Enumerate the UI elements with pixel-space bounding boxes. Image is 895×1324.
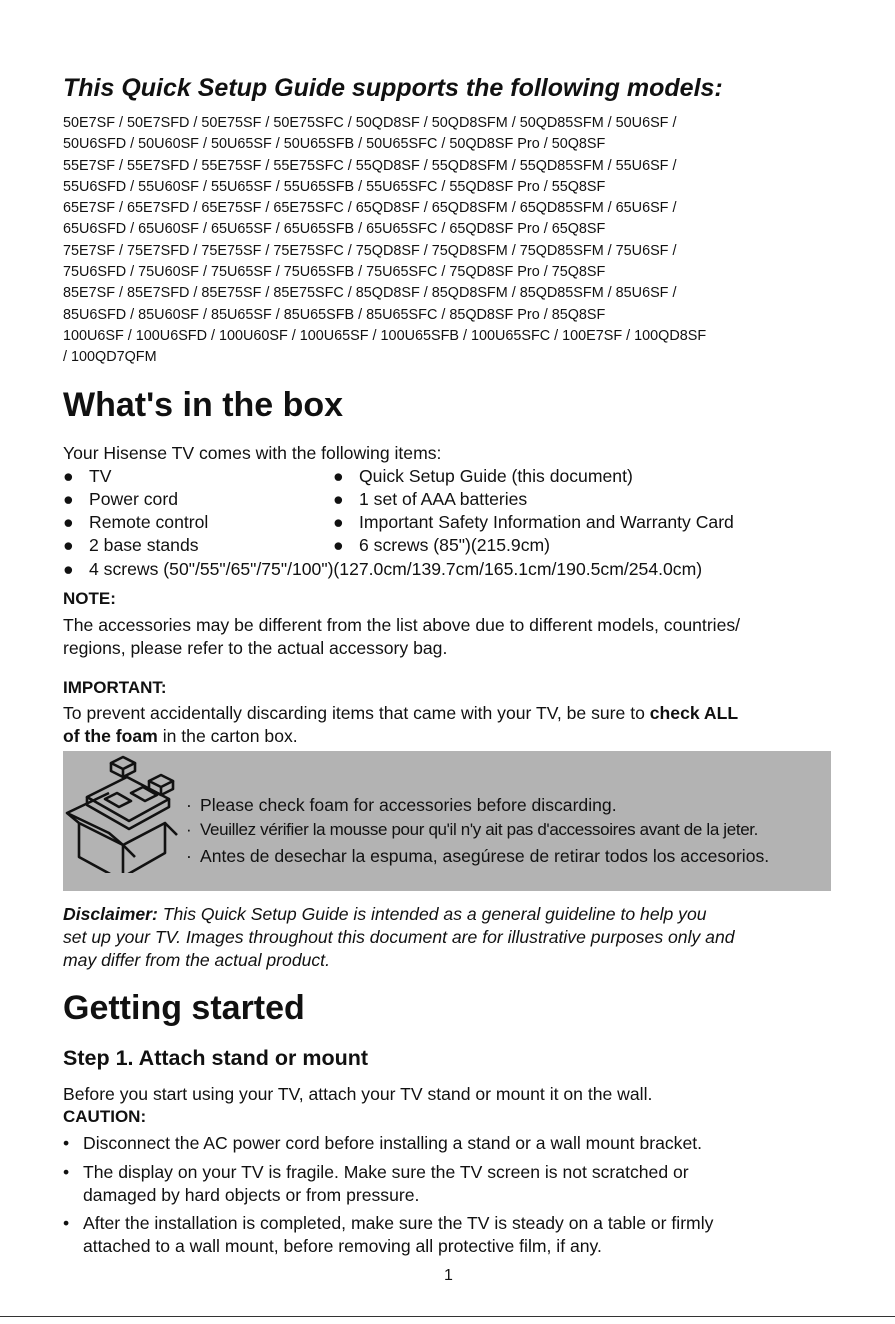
- model-line: 85U6SFD / 85U60SF / 85U65SF / 85U65SFB / 85U65SFC / 85QD8SF Pro / 85Q8SF: [63, 306, 606, 323]
- bullet-icon: ●: [63, 559, 74, 579]
- caution-item: • Disconnect the AC power cord before installing a stand or a wall mount bracket.: [63, 1133, 703, 1153]
- caution-item: • The display on your TV is fragile. Make sure the TV screen is not scratched or damaged by hard objects or from pressure.: [63, 1162, 689, 1205]
- model-line: 75U6SFD / 75U60SF / 75U65SF / 75U65SFB / 75U65SFC / 75QD8SF Pro / 75Q8SF: [63, 264, 606, 281]
- box-item: ● TV: [63, 466, 112, 486]
- model-line: 75E7SF / 75E7SFD / 75E75SF / 75E75SFC / 75QD8SF / 75QD8SFM / 75QD85SFM / 75U6SF /: [63, 242, 677, 259]
- note-label: NOTE:: [63, 589, 116, 608]
- disclaimer: Disclaimer: This Quick Setup Guide is intended as a general guideline to help you set up your TV. Images throughout this document are for illustrative purposes only and may differ from the actual product.: [63, 904, 735, 970]
- bullet-icon: ·: [186, 795, 192, 815]
- bullet-icon: ●: [333, 466, 344, 486]
- bullet-icon: •: [63, 1133, 70, 1153]
- important-text: To prevent accidentally discarding items that came with your TV, be sure to check ALL of the foam in the carton box.: [63, 703, 739, 747]
- bullet-icon: ●: [63, 535, 74, 555]
- bullet-icon: ●: [63, 489, 74, 509]
- box-item: ● Power cord: [63, 489, 178, 509]
- foam-line: · Veuillez vérifier la mousse pour qu'il n'y ait pas d'accessoires avant de la jeter.: [186, 820, 759, 839]
- bullet-icon: ●: [63, 512, 74, 532]
- note-text: The accessories may be different from the list above due to different models, countries/ regions, please refer to the actual accessory bag.: [63, 615, 741, 659]
- model-line: 65E7SF / 65E7SFD / 65E75SF / 65E75SFC / 65QD8SF / 65QD8SFM / 65QD85SFM / 65U6SF /: [63, 200, 677, 217]
- box-item: ● 4 screws (50"/55"/65"/75"/100")(127.0cm/139.7cm/165.1cm/190.5cm/254.0cm): [63, 559, 703, 579]
- foam-line: · Please check foam for accessories before discarding.: [186, 795, 617, 815]
- box-item: ● Important Safety Information and Warranty Card: [333, 512, 734, 532]
- model-line: 100U6SF / 100U6SFD / 100U60SF / 100U65SF / 100U65SFB / 100U65SFC / 100E7SF / 100QD8SF: [63, 327, 707, 344]
- box-item: ● 6 screws (85")(215.9cm): [333, 535, 551, 555]
- bullet-icon: ●: [63, 466, 74, 486]
- box-intro: Your Hisense TV comes with the following items:: [63, 443, 442, 463]
- getting-started-heading: Getting started: [63, 989, 305, 1027]
- bullet-icon: •: [63, 1162, 70, 1182]
- page-divider: [0, 1316, 895, 1317]
- step1-heading: Step 1. Attach stand or mount: [63, 1046, 368, 1070]
- model-line: 65U6SFD / 65U60SF / 65U65SF / 65U65SFB / 65U65SFC / 65QD8SF Pro / 65Q8SF: [63, 221, 606, 238]
- model-line: / 100QD7QFM: [63, 349, 157, 366]
- model-line: 50E7SF / 50E7SFD / 50E75SF / 50E75SFC / 50QD8SF / 50QD8SFM / 50QD85SFM / 50U6SF /: [63, 115, 677, 131]
- important-label: IMPORTANT:: [63, 678, 167, 697]
- caution-item: • After the installation is completed, make sure the TV is steady on a table or firmly attached to a wall mount, before removing all protective film, if any.: [63, 1213, 714, 1256]
- carton-box-with-foam-icon: [65, 753, 187, 873]
- page-number: 1: [444, 1267, 453, 1284]
- model-line: 85E7SF / 85E7SFD / 85E75SF / 85E75SFC / 85QD8SF / 85QD8SFM / 85QD85SFM / 85U6SF /: [63, 285, 677, 302]
- model-list: [63, 113, 843, 369]
- bullet-icon: ·: [186, 846, 192, 866]
- bullet-icon: ●: [333, 489, 344, 509]
- box-item: ● 1 set of AAA batteries: [333, 489, 528, 509]
- step1-intro: Before you start using your TV, attach your TV stand or mount it on the wall.: [63, 1084, 653, 1104]
- bullet-icon: •: [63, 1213, 70, 1233]
- caution-label: CAUTION:: [63, 1107, 147, 1126]
- foam-line: · Antes de desechar la espuma, asegúrese de retirar todos los accesorios.: [186, 846, 770, 866]
- box-item: ● Quick Setup Guide (this document): [333, 466, 633, 486]
- bullet-icon: ●: [333, 535, 344, 555]
- bullet-icon: ●: [333, 512, 344, 532]
- model-line: 55E7SF / 55E7SFD / 55E75SF / 55E75SFC / 55QD8SF / 55QD8SFM / 55QD85SFM / 55U6SF /: [63, 157, 677, 174]
- box-heading: What's in the box: [63, 386, 344, 424]
- model-line: 50U6SFD / 50U60SF / 50U65SF / 50U65SFB / 50U65SFC / 50QD8SF Pro / 50Q8SF: [63, 136, 606, 153]
- bullet-icon: ·: [186, 820, 192, 839]
- box-item: ● 2 base stands: [63, 535, 199, 555]
- model-line: 55U6SFD / 55U60SF / 55U65SF / 55U65SFB / 55U65SFC / 55QD8SF Pro / 55Q8SF: [63, 178, 606, 195]
- box-item: ● Remote control: [63, 512, 209, 532]
- models-heading: This Quick Setup Guide supports the following models:: [63, 74, 723, 102]
